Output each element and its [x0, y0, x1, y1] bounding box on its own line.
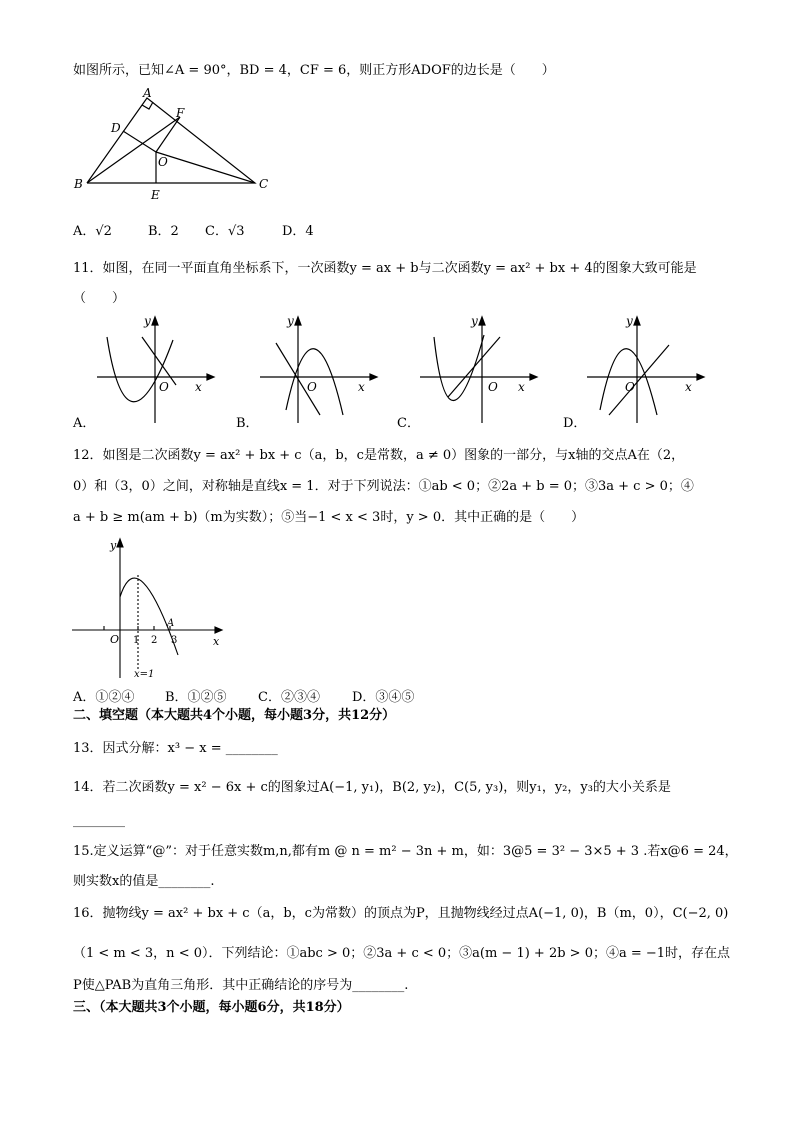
q12-parabola-figure — [70, 535, 230, 680]
axis-y: y — [626, 314, 633, 328]
q12-option-d: D．③④⑤ — [352, 690, 415, 705]
label-D: D — [111, 121, 121, 135]
axis-x: x — [685, 380, 692, 394]
axis-origin: O — [307, 380, 317, 394]
q14-line1: 14．若二次函数y = x² − 6x + c的图象过A(−1, y₁)，B(2, y₂)，C(5, y₃)，则y₁，y₂，y₃的大小关系是 — [73, 780, 671, 795]
axis-x: x — [358, 380, 365, 394]
section-3-heading: 三、（本大题共3个小题，每小题6分，共18分） — [73, 1000, 350, 1015]
q12-option-c: C．②③④ — [258, 690, 320, 705]
label-O: O — [158, 155, 168, 169]
label-C: C — [259, 177, 269, 191]
q11-graph-c — [418, 315, 538, 425]
q10-option-c: C．√3 — [205, 224, 245, 239]
axis-origin: O — [488, 380, 498, 394]
axis-x: x — [518, 380, 525, 394]
q12-line1: 12．如图是二次函数y = ax² + bx + c（a，b，c是常数，a ≠ 0）图象的一部分，与x轴的交点A在（2， — [73, 448, 685, 463]
q10-option-d: D．4 — [282, 224, 314, 239]
q12-option-b: B．①②⑤ — [165, 690, 227, 705]
q11-option-a: A． — [73, 416, 96, 431]
q11-option-b: B． — [236, 416, 259, 431]
q12-option-a: A．①②④ — [73, 690, 135, 705]
fig-tick-1: 1 — [133, 635, 140, 646]
q12-line3: a + b ≥ m(am + b)（m为实数）；⑤当−1 < x < 3时，y > 0．其中正确的是（ ） — [73, 510, 585, 525]
q16-line2: （1 < m < 3，n < 0）．下列结论：①abc > 0；②3a + c < 0；③a(m − 1) + 2b > 0；④a = −1时，存在点 — [73, 946, 731, 961]
axis-origin: O — [159, 380, 169, 394]
q15-line1: 15.定义运算“@”：对于任意实数m,n,都有m @ n = m² − 3n + m，如：3@5 = 3² − 3×5 + 3 .若x@6 = 24， — [73, 844, 738, 859]
fig-tick-2: 2 — [151, 635, 158, 646]
axis-y: y — [144, 314, 151, 328]
axis-y: y — [471, 314, 478, 328]
q10-triangle-figure — [70, 84, 280, 204]
q11-graph-a — [95, 315, 215, 425]
label-F: F — [176, 106, 185, 120]
q11-option-c: C． — [397, 416, 420, 431]
q10-option-b: B．2 — [148, 224, 179, 239]
fig-x: x — [213, 635, 220, 648]
axis-y: y — [287, 314, 294, 328]
q12-line2: 0）和（3，0）之间，对称轴是直线x = 1．对于下列说法：①ab < 0；②2a + b = 0；③3a + c > 0；④ — [73, 479, 694, 494]
q10-stem: 如图所示，已知∠A = 90°，BD = 4，CF = 6，则正方形ADOF的边长是（ ） — [73, 63, 555, 78]
axis-x: x — [195, 380, 202, 394]
q13: 13．因式分解：x³ − x = ________ — [73, 741, 278, 756]
q11-option-d: D． — [563, 416, 587, 431]
q15-line2: 则实数x的值是________. — [73, 874, 215, 889]
fig-y: y — [110, 539, 117, 552]
q16-line1: 16．抛物线y = ax² + bx + c（a，b，c为常数）的顶点为P，且抛物线经过点A(−1, 0)，B（m，0），C(−2, 0) — [73, 906, 729, 921]
q11-graph-d — [585, 315, 705, 425]
fig-point-a: A — [167, 618, 175, 629]
q16-line3: P使△PAB为直角三角形．其中正确结论的序号为________. — [73, 978, 409, 993]
q11-stem-cont: （ ） — [73, 291, 126, 306]
fig-symmetry-label: x=1 — [134, 669, 155, 680]
label-B: B — [74, 177, 83, 191]
section-2-heading: 二、填空题（本大题共4个小题，每小题3分，共12分） — [73, 708, 396, 723]
label-A: A — [143, 86, 152, 100]
label-E: E — [151, 188, 160, 202]
q11-graph-b — [258, 315, 378, 425]
fig-tick-3: 3 — [171, 635, 178, 646]
fig-o: O — [110, 633, 120, 646]
q14-blank: ________ — [73, 813, 125, 828]
q11-stem: 11．如图，在同一平面直角坐标系下，一次函数y = ax + b与二次函数y = ax² + bx + 4的图象大致可能是 — [73, 261, 697, 276]
axis-origin: O — [625, 380, 635, 394]
q10-option-a: A．√2 — [73, 224, 112, 239]
